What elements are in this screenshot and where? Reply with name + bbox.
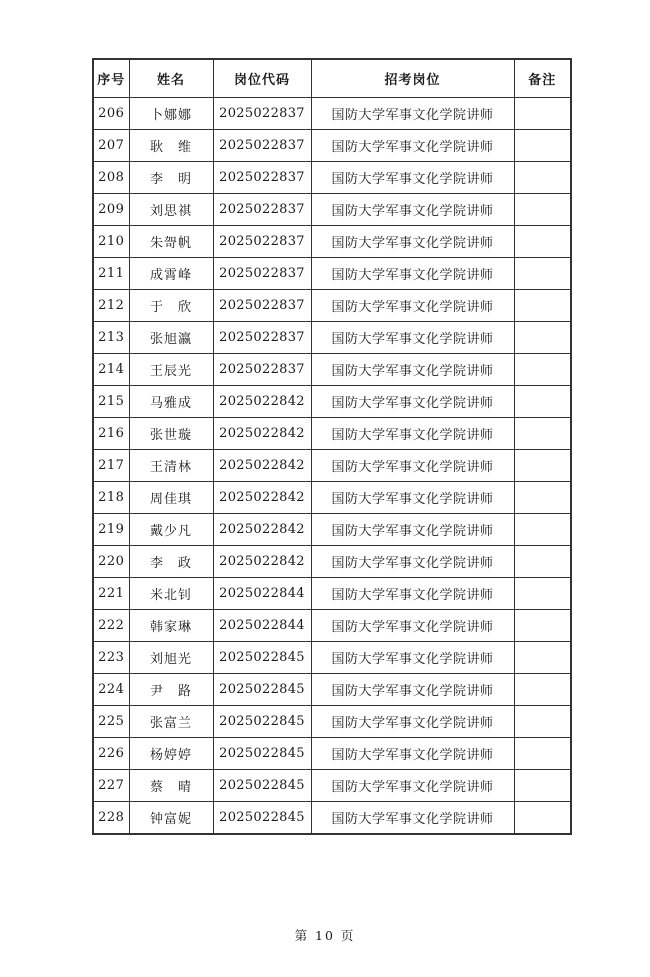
- cell-recruitment-position: 国防大学军事文化学院讲师: [311, 514, 514, 546]
- cell-name: 尹 路: [129, 674, 213, 706]
- cell-position-code: 2025022845: [213, 674, 311, 706]
- cell-remarks: [514, 770, 571, 802]
- cell-name: 韩家琳: [129, 610, 213, 642]
- cell-recruitment-position: 国防大学军事文化学院讲师: [311, 802, 514, 835]
- cell-recruitment-position: 国防大学军事文化学院讲师: [311, 258, 514, 290]
- cell-position-code: 2025022845: [213, 706, 311, 738]
- cell-name: 马雅成: [129, 386, 213, 418]
- cell-recruitment-position: 国防大学军事文化学院讲师: [311, 546, 514, 578]
- table-row: [93, 354, 571, 386]
- cell-serial-number: 211: [93, 258, 129, 290]
- cell-remarks: [514, 354, 571, 386]
- header-remarks: 备注: [514, 59, 571, 98]
- cell-name: 戴少凡: [129, 514, 213, 546]
- table-row: [93, 194, 571, 226]
- cell-remarks: [514, 290, 571, 322]
- cell-remarks: [514, 642, 571, 674]
- cell-name: 周佳琪: [129, 482, 213, 514]
- cell-position-code: 2025022842: [213, 418, 311, 450]
- cell-remarks: [514, 514, 571, 546]
- cell-serial-number: 206: [93, 98, 129, 130]
- cell-serial-number: 225: [93, 706, 129, 738]
- table-row: [93, 578, 571, 610]
- table-row: [93, 162, 571, 194]
- cell-position-code: 2025022842: [213, 546, 311, 578]
- cell-remarks: [514, 706, 571, 738]
- table-row: [93, 98, 571, 130]
- table-row: [93, 770, 571, 802]
- cell-serial-number: 215: [93, 386, 129, 418]
- table-row: [93, 514, 571, 546]
- cell-serial-number: 212: [93, 290, 129, 322]
- cell-position-code: 2025022837: [213, 354, 311, 386]
- cell-name: 王清林: [129, 450, 213, 482]
- cell-remarks: [514, 194, 571, 226]
- cell-serial-number: 226: [93, 738, 129, 770]
- cell-serial-number: 224: [93, 674, 129, 706]
- cell-recruitment-position: 国防大学军事文化学院讲师: [311, 738, 514, 770]
- cell-recruitment-position: 国防大学军事文化学院讲师: [311, 290, 514, 322]
- table-row: [93, 482, 571, 514]
- cell-recruitment-position: 国防大学军事文化学院讲师: [311, 354, 514, 386]
- table-row: [93, 706, 571, 738]
- cell-position-code: 2025022842: [213, 386, 311, 418]
- cell-name: 张世璇: [129, 418, 213, 450]
- cell-remarks: [514, 226, 571, 258]
- cell-serial-number: 210: [93, 226, 129, 258]
- cell-name: 王辰光: [129, 354, 213, 386]
- header-name: 姓名: [129, 59, 213, 98]
- cell-remarks: [514, 258, 571, 290]
- cell-position-code: 2025022844: [213, 578, 311, 610]
- cell-remarks: [514, 386, 571, 418]
- page-number: 第 10 页: [294, 928, 356, 943]
- cell-remarks: [514, 578, 571, 610]
- document-page: [0, 58, 650, 977]
- table-row: [93, 418, 571, 450]
- cell-position-code: 2025022837: [213, 226, 311, 258]
- header-recruitment-position: 招考岗位: [311, 59, 514, 98]
- cell-position-code: 2025022837: [213, 322, 311, 354]
- cell-name: 于 欣: [129, 290, 213, 322]
- cell-remarks: [514, 130, 571, 162]
- table-body: [93, 98, 571, 835]
- cell-name: 钟富妮: [129, 802, 213, 835]
- cell-name: 刘旭光: [129, 642, 213, 674]
- cell-serial-number: 214: [93, 354, 129, 386]
- cell-recruitment-position: 国防大学军事文化学院讲师: [311, 674, 514, 706]
- cell-position-code: 2025022845: [213, 642, 311, 674]
- cell-serial-number: 207: [93, 130, 129, 162]
- cell-serial-number: 209: [93, 194, 129, 226]
- cell-remarks: [514, 610, 571, 642]
- cell-position-code: 2025022845: [213, 738, 311, 770]
- cell-remarks: [514, 802, 571, 835]
- table-row: [93, 130, 571, 162]
- cell-recruitment-position: 国防大学军事文化学院讲师: [311, 162, 514, 194]
- cell-recruitment-position: 国防大学军事文化学院讲师: [311, 98, 514, 130]
- cell-name: 米北钊: [129, 578, 213, 610]
- table-row: [93, 290, 571, 322]
- cell-remarks: [514, 674, 571, 706]
- cell-recruitment-position: 国防大学军事文化学院讲师: [311, 386, 514, 418]
- cell-name: 朱哿帆: [129, 226, 213, 258]
- table-row: [93, 802, 571, 835]
- cell-recruitment-position: 国防大学军事文化学院讲师: [311, 450, 514, 482]
- cell-serial-number: 217: [93, 450, 129, 482]
- cell-name: 李 明: [129, 162, 213, 194]
- table-row: [93, 322, 571, 354]
- header-position-code: 岗位代码: [213, 59, 311, 98]
- table-row: [93, 258, 571, 290]
- cell-position-code: 2025022837: [213, 194, 311, 226]
- cell-name: 蔡 晴: [129, 770, 213, 802]
- cell-serial-number: 218: [93, 482, 129, 514]
- cell-recruitment-position: 国防大学军事文化学院讲师: [311, 418, 514, 450]
- cell-position-code: 2025022837: [213, 130, 311, 162]
- cell-name: 成霄峰: [129, 258, 213, 290]
- cell-remarks: [514, 546, 571, 578]
- cell-recruitment-position: 国防大学军事文化学院讲师: [311, 706, 514, 738]
- cell-remarks: [514, 482, 571, 514]
- table-row: [93, 386, 571, 418]
- cell-position-code: 2025022845: [213, 770, 311, 802]
- cell-serial-number: 216: [93, 418, 129, 450]
- table-header-row: [93, 59, 571, 98]
- table-row: [93, 226, 571, 258]
- cell-position-code: 2025022837: [213, 290, 311, 322]
- cell-serial-number: 219: [93, 514, 129, 546]
- cell-recruitment-position: 国防大学军事文化学院讲师: [311, 642, 514, 674]
- cell-name: 耿 维: [129, 130, 213, 162]
- cell-recruitment-position: 国防大学军事文化学院讲师: [311, 194, 514, 226]
- cell-recruitment-position: 国防大学军事文化学院讲师: [311, 130, 514, 162]
- cell-remarks: [514, 322, 571, 354]
- recruitment-roster-table: [92, 58, 572, 835]
- cell-position-code: 2025022842: [213, 514, 311, 546]
- cell-remarks: [514, 450, 571, 482]
- cell-name: 李 政: [129, 546, 213, 578]
- cell-recruitment-position: 国防大学军事文化学院讲师: [311, 770, 514, 802]
- cell-remarks: [514, 418, 571, 450]
- cell-serial-number: 227: [93, 770, 129, 802]
- cell-position-code: 2025022842: [213, 450, 311, 482]
- cell-position-code: 2025022844: [213, 610, 311, 642]
- cell-recruitment-position: 国防大学军事文化学院讲师: [311, 610, 514, 642]
- cell-recruitment-position: 国防大学军事文化学院讲师: [311, 578, 514, 610]
- cell-position-code: 2025022845: [213, 802, 311, 835]
- cell-serial-number: 213: [93, 322, 129, 354]
- cell-name: 杨婷婷: [129, 738, 213, 770]
- cell-serial-number: 223: [93, 642, 129, 674]
- cell-remarks: [514, 162, 571, 194]
- table-row: [93, 642, 571, 674]
- table-row: [93, 674, 571, 706]
- cell-recruitment-position: 国防大学军事文化学院讲师: [311, 226, 514, 258]
- cell-serial-number: 222: [93, 610, 129, 642]
- table-row: [93, 610, 571, 642]
- cell-position-code: 2025022837: [213, 98, 311, 130]
- cell-remarks: [514, 98, 571, 130]
- cell-serial-number: 220: [93, 546, 129, 578]
- cell-serial-number: 228: [93, 802, 129, 835]
- cell-remarks: [514, 738, 571, 770]
- cell-serial-number: 221: [93, 578, 129, 610]
- cell-name: 张富兰: [129, 706, 213, 738]
- header-serial-number: 序号: [93, 59, 129, 98]
- cell-name: 张旭瀛: [129, 322, 213, 354]
- cell-name: 刘思祺: [129, 194, 213, 226]
- cell-position-code: 2025022837: [213, 162, 311, 194]
- cell-serial-number: 208: [93, 162, 129, 194]
- table-row: [93, 738, 571, 770]
- cell-name: 卜娜娜: [129, 98, 213, 130]
- cell-position-code: 2025022842: [213, 482, 311, 514]
- cell-position-code: 2025022837: [213, 258, 311, 290]
- cell-recruitment-position: 国防大学军事文化学院讲师: [311, 482, 514, 514]
- cell-recruitment-position: 国防大学军事文化学院讲师: [311, 322, 514, 354]
- table-row: [93, 450, 571, 482]
- table-row: [93, 546, 571, 578]
